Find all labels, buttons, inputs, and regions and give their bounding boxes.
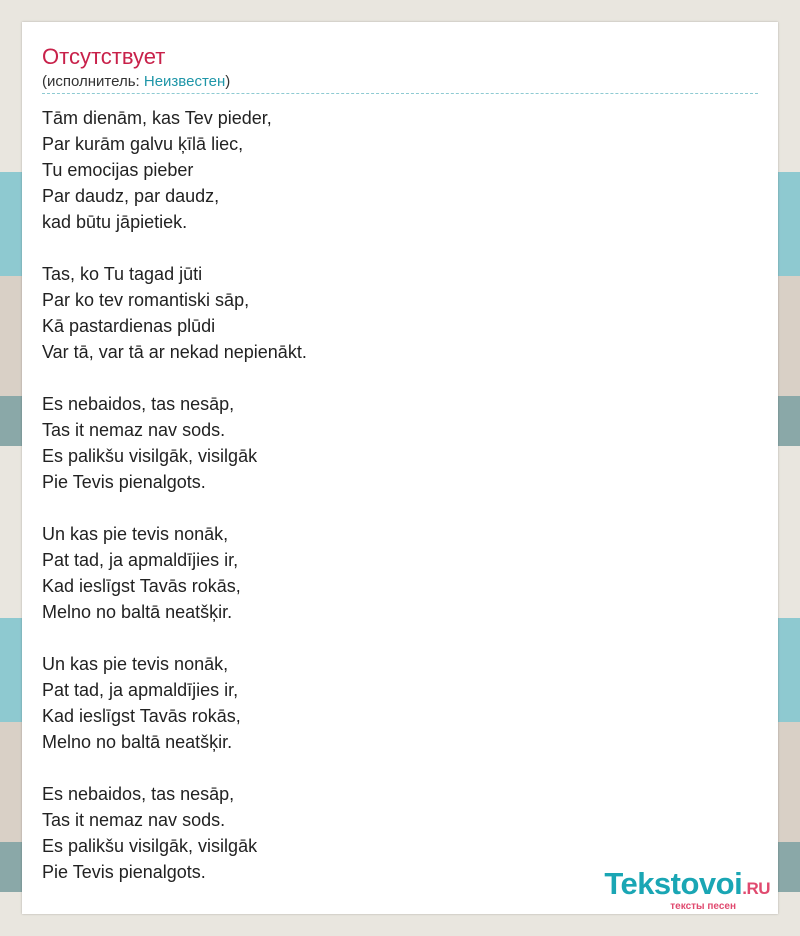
lyric-line: Par kurām galvu ķīlā liec, (42, 134, 244, 154)
artist-prefix: (исполнитель: (42, 73, 144, 90)
lyric-line: Tu emocijas pieber (42, 160, 194, 180)
lyric-line: Un kas pie tevis nonāk, (42, 524, 229, 544)
stanza (42, 105, 758, 235)
stanza (42, 261, 758, 365)
artist-line (42, 73, 230, 91)
lyric-line: Kad ieslīgst Tavās rokās, (42, 576, 241, 596)
lyric-line: Un kas pie tevis nonāk, (42, 654, 229, 674)
lyric-line: Melno no baltā neatšķir. (42, 602, 233, 622)
lyric-line: Melno no baltā neatšķir. (42, 732, 233, 752)
stanza (42, 651, 758, 755)
lyric-line: Tas, ko Tu tagad jūti (42, 264, 203, 284)
title-divider (42, 93, 758, 94)
lyric-line: Tas it nemaz nav sods. (42, 810, 226, 830)
lyric-line: Es palikšu visilgāk, visilgāk (42, 836, 258, 856)
lyric-line: Par ko tev romantiski sāp, (42, 290, 250, 310)
site-logo[interactable] (604, 868, 770, 912)
lyric-line: Es palikšu visilgāk, visilgāk (42, 446, 258, 466)
lyric-line: kad būtu jāpietiek. (42, 212, 188, 232)
lyric-line: Pat tad, ja apmaldījies ir, (42, 550, 239, 570)
stanza (42, 521, 758, 625)
logo-tld: .RU (742, 879, 770, 898)
song-title: Отсутствует (42, 44, 166, 69)
lyric-line: Es nebaidos, tas nesāp, (42, 394, 235, 414)
lyric-line: Pie Tevis pienalgots. (42, 862, 206, 882)
artist-link[interactable]: Неизвестен (143, 73, 226, 90)
lyric-line: Pat tad, ja apmaldījies ir, (42, 680, 239, 700)
lyric-line: Par daudz, par daudz, (42, 186, 220, 206)
lyric-line: Es nebaidos, tas nesāp, (42, 784, 235, 804)
stanza (42, 391, 758, 495)
logo-wordmark (604, 868, 770, 905)
lyric-line: Var tā, var tā ar nekad nepienākt. (42, 342, 307, 362)
lyrics-body (42, 105, 758, 911)
lyrics-card (22, 22, 778, 914)
lyric-line: Pie Tevis pienalgots. (42, 472, 206, 492)
lyric-line: Tām dienām, kas Tev pieder, (42, 108, 272, 128)
lyric-line: Kad ieslīgst Tavās rokās, (42, 706, 241, 726)
lyric-line: Tas it nemaz nav sods. (42, 420, 226, 440)
logo-tagline: тексты песен (670, 901, 736, 912)
artist-suffix: ) (225, 73, 231, 90)
lyric-line: Kā pastardienas plūdi (42, 316, 216, 336)
logo-main-text: Tekstovoi (604, 866, 743, 901)
